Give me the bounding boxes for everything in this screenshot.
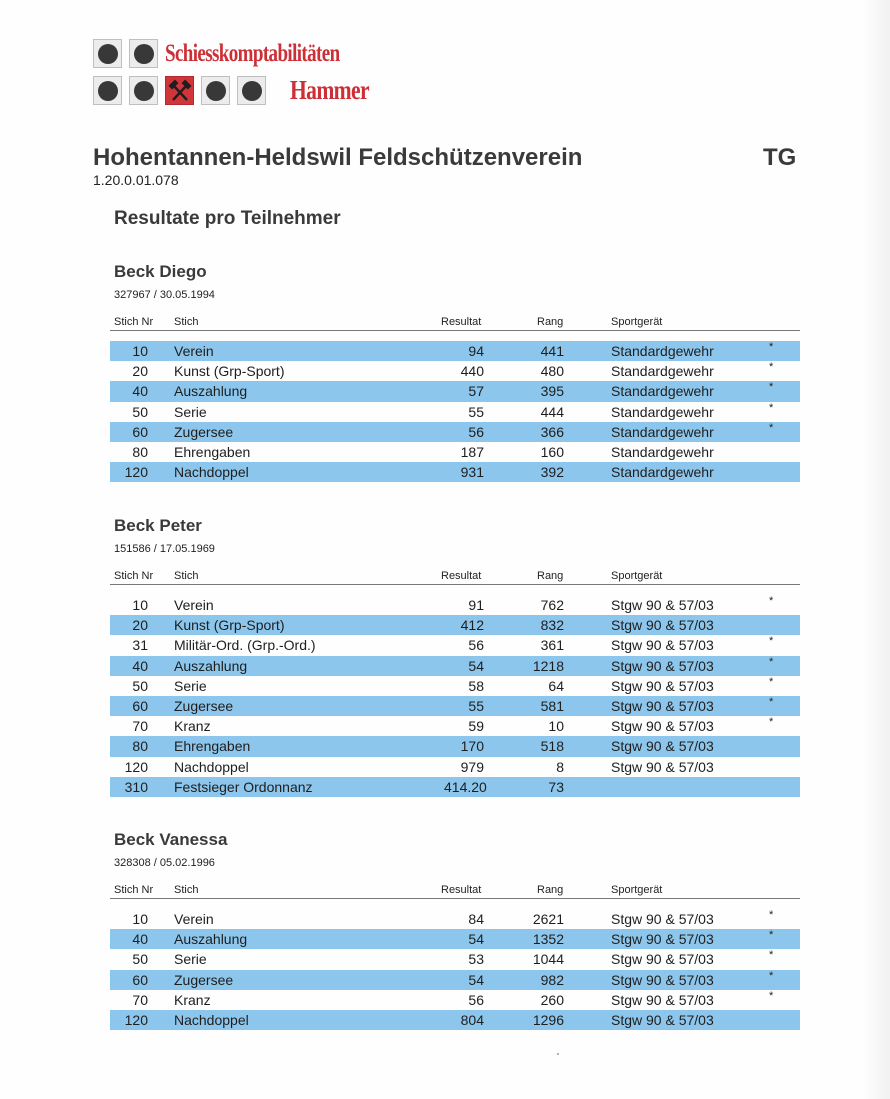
header-stich: Stich bbox=[174, 570, 199, 582]
stich-nr-cell: 50 bbox=[132, 951, 148, 968]
sportgeraet-cell: Stgw 90 & 57/03 bbox=[611, 911, 714, 927]
rang-cell: 982 bbox=[540, 971, 564, 988]
logo-text-line1: Schiesskomptabilitäten bbox=[165, 40, 340, 67]
table-row bbox=[110, 676, 800, 696]
marker-cell: * bbox=[769, 969, 774, 982]
marker-cell: * bbox=[769, 716, 774, 729]
resultat-cell: 53 bbox=[468, 951, 484, 968]
resultat-cell: 804 bbox=[460, 1011, 484, 1028]
marker-cell: * bbox=[769, 595, 774, 607]
header-stich-nr: Stich Nr bbox=[114, 316, 154, 328]
stich-cell: Auszahlung bbox=[174, 383, 248, 400]
header-resultat: Resultat bbox=[441, 884, 482, 896]
dot-icon bbox=[93, 76, 122, 105]
sportgeraet-cell: Stgw 90 & 57/03 bbox=[611, 617, 714, 634]
club-number: 1.20.0.01.078 bbox=[93, 172, 179, 188]
resultat-cell: 58 bbox=[468, 677, 484, 694]
resultat-cell: 54 bbox=[468, 657, 484, 674]
stich-cell: Kranz bbox=[174, 991, 211, 1008]
stich-cell: Auszahlung bbox=[174, 657, 248, 674]
resultat-cell: 55 bbox=[468, 403, 484, 420]
resultat-cell: 57 bbox=[468, 383, 484, 400]
stich-cell: Festsieger Ordonnanz bbox=[174, 778, 313, 795]
stich-cell: Serie bbox=[174, 677, 207, 694]
table-row bbox=[110, 736, 800, 756]
marker-cell: * bbox=[769, 675, 774, 688]
header-rang: Rang bbox=[537, 316, 564, 328]
rang-cell: 762 bbox=[540, 597, 564, 613]
resultat-cell: 56 bbox=[468, 423, 484, 440]
hammer-icon bbox=[165, 76, 194, 105]
stich-nr-cell: 120 bbox=[124, 758, 148, 775]
resultat-cell: 170 bbox=[460, 738, 484, 755]
header-rang: Rang bbox=[537, 884, 564, 896]
rang-cell: 441 bbox=[540, 343, 564, 359]
stich-cell: Zugersee bbox=[174, 971, 234, 988]
stich-nr-cell: 50 bbox=[132, 403, 148, 420]
rang-cell: 8 bbox=[556, 758, 564, 775]
rang-cell: 395 bbox=[540, 383, 564, 400]
header-resultat: Resultat bbox=[441, 316, 482, 328]
stich-nr-cell: 10 bbox=[132, 343, 148, 359]
resultat-cell: 55 bbox=[468, 697, 484, 714]
stich-cell: Ehrengaben bbox=[174, 738, 251, 755]
header-stich: Stich bbox=[174, 884, 199, 896]
stich-cell: Verein bbox=[174, 911, 214, 927]
rang-cell: 1352 bbox=[532, 931, 564, 948]
header-stich: Stich bbox=[174, 316, 199, 328]
stich-nr-cell: 70 bbox=[132, 718, 148, 735]
stich-nr-cell: 120 bbox=[124, 464, 148, 481]
sportgeraet-cell: Stgw 90 & 57/03 bbox=[611, 951, 714, 968]
stich-nr-cell: 40 bbox=[132, 657, 148, 674]
rang-cell: 581 bbox=[540, 697, 564, 714]
stich-cell: Nachdoppel bbox=[174, 1011, 249, 1028]
resultat-cell: 59 bbox=[468, 718, 484, 735]
stich-cell: Nachdoppel bbox=[174, 758, 249, 775]
resultat-cell: 54 bbox=[468, 931, 484, 948]
sportgeraet-cell: Stgw 90 & 57/03 bbox=[611, 597, 714, 613]
table-row bbox=[110, 595, 800, 615]
resultat-cell: 54 bbox=[468, 971, 484, 988]
stich-nr-cell: 10 bbox=[132, 911, 148, 927]
participant-name: Beck Diego bbox=[114, 262, 207, 281]
resultat-cell: 91 bbox=[468, 597, 484, 613]
rang-cell: 518 bbox=[540, 738, 564, 755]
stich-nr-cell: 50 bbox=[132, 677, 148, 694]
rang-cell: 260 bbox=[540, 991, 564, 1008]
sportgeraet-cell: Standardgewehr bbox=[611, 423, 714, 440]
rang-cell: 2621 bbox=[532, 911, 564, 927]
sportgeraet-cell: Standardgewehr bbox=[611, 443, 714, 460]
results-table bbox=[110, 909, 800, 1030]
sportgeraet-cell: Stgw 90 & 57/03 bbox=[611, 758, 714, 775]
stich-nr-cell: 310 bbox=[124, 778, 148, 795]
table-row bbox=[110, 777, 800, 797]
resultat-cell: 412 bbox=[460, 617, 484, 634]
stich-cell: Auszahlung bbox=[174, 931, 248, 948]
table-row bbox=[110, 615, 800, 635]
header-sportgeraet: Sportgerät bbox=[611, 570, 663, 582]
rang-cell: 10 bbox=[548, 718, 564, 735]
participant-id-date: 151586 / 17.05.1969 bbox=[114, 543, 215, 555]
table-row bbox=[110, 341, 800, 361]
stich-cell: Verein bbox=[174, 343, 214, 359]
table-header bbox=[110, 568, 800, 585]
rang-cell: 392 bbox=[540, 464, 564, 481]
sportgeraet-cell: Stgw 90 & 57/03 bbox=[611, 657, 714, 674]
marker-cell: * bbox=[769, 909, 774, 921]
table-row bbox=[110, 422, 800, 442]
table-header bbox=[110, 314, 800, 331]
table-row bbox=[110, 656, 800, 676]
sportgeraet-cell: Stgw 90 & 57/03 bbox=[611, 697, 714, 714]
results-table bbox=[110, 341, 800, 482]
table-row bbox=[110, 462, 800, 482]
stich-nr-cell: 10 bbox=[132, 597, 148, 613]
stich-nr-cell: 40 bbox=[132, 931, 148, 948]
table-row bbox=[110, 361, 800, 381]
stich-cell: Kunst (Grp-Sport) bbox=[174, 617, 285, 634]
table-row bbox=[110, 970, 800, 990]
table-row bbox=[110, 1010, 800, 1030]
sportgeraet-cell: Standardgewehr bbox=[611, 363, 714, 380]
table-row bbox=[110, 381, 800, 401]
marker-cell: * bbox=[769, 341, 774, 353]
header-sportgeraet: Sportgerät bbox=[611, 316, 663, 328]
report-title: Resultate pro Teilnehmer bbox=[114, 208, 341, 229]
rang-cell: 1044 bbox=[532, 951, 564, 968]
dot-icon bbox=[201, 76, 230, 105]
table-row bbox=[110, 635, 800, 655]
scan-speck bbox=[557, 1053, 559, 1055]
canton-code: TG bbox=[763, 144, 797, 171]
marker-cell: * bbox=[769, 401, 774, 414]
resultat-cell: 94 bbox=[468, 343, 484, 359]
resultat-cell: 56 bbox=[468, 991, 484, 1008]
table-row bbox=[110, 757, 800, 777]
sportgeraet-cell: Standardgewehr bbox=[611, 403, 714, 420]
logo-text-line2: Hammer bbox=[290, 75, 369, 105]
sportgeraet-cell: Stgw 90 & 57/03 bbox=[611, 991, 714, 1008]
stich-nr-cell: 60 bbox=[132, 423, 148, 440]
resultat-cell: 979 bbox=[460, 758, 484, 775]
rang-cell: 1218 bbox=[532, 657, 564, 674]
marker-cell: * bbox=[769, 655, 774, 668]
participant-name: Beck Peter bbox=[114, 516, 202, 535]
sportgeraet-cell: Stgw 90 & 57/03 bbox=[611, 677, 714, 694]
results-table bbox=[110, 595, 800, 797]
table-row bbox=[110, 949, 800, 969]
sportgeraet-cell: Stgw 90 & 57/03 bbox=[611, 718, 714, 735]
stich-cell: Kranz bbox=[174, 718, 211, 735]
marker-cell: * bbox=[769, 361, 774, 374]
table-row bbox=[110, 402, 800, 422]
sportgeraet-cell: Stgw 90 & 57/03 bbox=[611, 738, 714, 755]
stich-nr-cell: 40 bbox=[132, 383, 148, 400]
stich-cell: Zugersee bbox=[174, 697, 234, 714]
marker-cell: * bbox=[769, 635, 774, 648]
marker-cell: * bbox=[769, 989, 774, 1002]
stich-cell: Zugersee bbox=[174, 423, 234, 440]
stich-nr-cell: 70 bbox=[132, 991, 148, 1008]
header-stich-nr: Stich Nr bbox=[114, 570, 154, 582]
table-row bbox=[110, 929, 800, 949]
rang-cell: 366 bbox=[540, 423, 564, 440]
stich-nr-cell: 120 bbox=[124, 1011, 148, 1028]
stich-cell: Kunst (Grp-Sport) bbox=[174, 363, 285, 380]
resultat-cell: 56 bbox=[468, 637, 484, 654]
dot-icon bbox=[129, 76, 158, 105]
marker-cell: * bbox=[769, 695, 774, 708]
table-header bbox=[110, 882, 800, 899]
resultat-cell: 187 bbox=[460, 443, 484, 460]
stich-nr-cell: 20 bbox=[132, 363, 148, 380]
rang-cell: 64 bbox=[548, 677, 564, 694]
stich-cell: Serie bbox=[174, 951, 207, 968]
table-row bbox=[110, 442, 800, 462]
stich-cell: Nachdoppel bbox=[174, 464, 249, 481]
stich-nr-cell: 20 bbox=[132, 617, 148, 634]
table-row bbox=[110, 716, 800, 736]
stich-cell: Serie bbox=[174, 403, 207, 420]
resultat-cell: 440 bbox=[460, 363, 484, 380]
rang-cell: 480 bbox=[540, 363, 564, 380]
rang-cell: 832 bbox=[540, 617, 564, 634]
dot-icon bbox=[129, 39, 158, 68]
rang-cell: 361 bbox=[540, 637, 564, 654]
stich-nr-cell: 80 bbox=[132, 443, 148, 460]
dot-icon bbox=[237, 76, 266, 105]
stich-cell: Verein bbox=[174, 597, 214, 613]
rang-cell: 160 bbox=[540, 443, 564, 460]
sportgeraet-cell: Stgw 90 & 57/03 bbox=[611, 1011, 714, 1028]
marker-cell: * bbox=[769, 421, 774, 434]
header-sportgeraet: Sportgerät bbox=[611, 884, 663, 896]
stich-nr-cell: 60 bbox=[132, 971, 148, 988]
marker-cell: * bbox=[769, 949, 774, 962]
marker-cell: * bbox=[769, 381, 774, 394]
resultat-cell: 931 bbox=[460, 464, 484, 481]
stich-nr-cell: 80 bbox=[132, 738, 148, 755]
participant-id-date: 327967 / 30.05.1994 bbox=[114, 289, 215, 301]
dot-icon bbox=[93, 39, 122, 68]
sportgeraet-cell: Standardgewehr bbox=[611, 343, 714, 359]
page-edge-shadow bbox=[860, 0, 890, 1099]
rang-cell: 1296 bbox=[532, 1011, 564, 1028]
sportgeraet-cell: Standardgewehr bbox=[611, 464, 714, 481]
sportgeraet-cell: Stgw 90 & 57/03 bbox=[611, 931, 714, 948]
marker-cell: * bbox=[769, 929, 774, 942]
header-rang: Rang bbox=[537, 570, 564, 582]
stich-cell: Militär-Ord. (Grp.-Ord.) bbox=[174, 637, 316, 654]
stich-nr-cell: 31 bbox=[132, 637, 148, 654]
sportgeraet-cell: Standardgewehr bbox=[611, 383, 714, 400]
logo bbox=[93, 39, 383, 109]
sportgeraet-cell: Stgw 90 & 57/03 bbox=[611, 637, 714, 654]
resultat-cell: 84 bbox=[468, 911, 484, 927]
resultat-cell: 414.20 bbox=[444, 778, 487, 795]
participant-name: Beck Vanessa bbox=[114, 830, 228, 849]
table-row bbox=[110, 696, 800, 716]
stich-nr-cell: 60 bbox=[132, 697, 148, 714]
header-resultat: Resultat bbox=[441, 570, 482, 582]
table-row bbox=[110, 990, 800, 1010]
rang-cell: 73 bbox=[548, 778, 564, 795]
participant-id-date: 328308 / 05.02.1996 bbox=[114, 857, 215, 869]
sportgeraet-cell: Stgw 90 & 57/03 bbox=[611, 971, 714, 988]
club-name: Hohentannen-Heldswil Feldschützenverein bbox=[93, 144, 583, 171]
rang-cell: 444 bbox=[540, 403, 564, 420]
stich-cell: Ehrengaben bbox=[174, 443, 251, 460]
table-row bbox=[110, 909, 800, 929]
header-stich-nr: Stich Nr bbox=[114, 884, 154, 896]
